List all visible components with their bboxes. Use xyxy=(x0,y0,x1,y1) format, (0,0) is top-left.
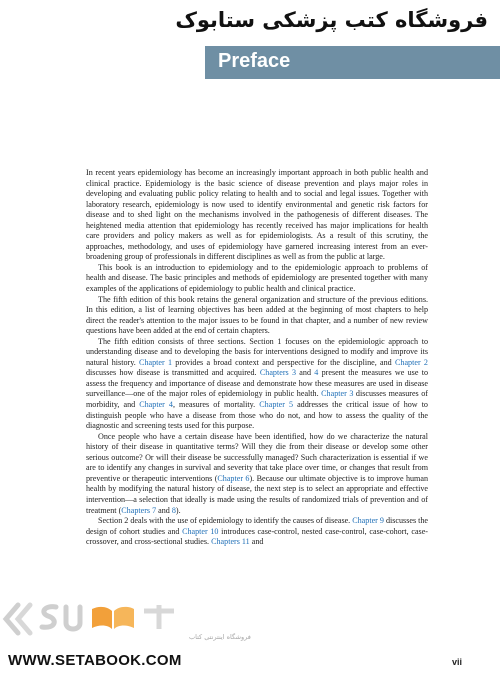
paragraph-text: addresses the critical issue of how to distinguish people who have a disease from those who do not, and how to assess the quality of the diagnostic and screening tests used for this purpose. xyxy=(86,400,428,431)
paragraph xyxy=(86,263,428,295)
preface-title: Preface xyxy=(218,50,291,72)
watermark-letters-icon xyxy=(42,607,80,629)
paragraph xyxy=(86,168,428,263)
paragraph-text: present the measures we use to assess the frequency and importance of disease and demonstrate how these measures are used in disease surveillance—one of the major roles of epidemiology in public health. xyxy=(86,368,429,399)
paragraph-text: and xyxy=(296,368,315,378)
setabook-watermark-logo xyxy=(4,599,251,645)
chapter-link[interactable]: Chapters 3 xyxy=(259,368,297,378)
chapter-link[interactable]: Chapters 7 xyxy=(121,505,157,515)
chapter-link[interactable]: Chapter 1 xyxy=(139,357,173,367)
paragraph-text: and xyxy=(156,505,172,515)
chapter-link[interactable]: Chapter 9 xyxy=(352,516,384,526)
chapter-link[interactable]: Chapter 4 xyxy=(139,400,173,410)
paragraph-text: The fifth edition of this book retains the general organization and structure of the previous editions. In this edition, a list of learning objectives has been added at the beginning of most chapters to help direct the reader's attention to the major issues to be found in that chapter, and a number of new review questions have been added at the end of certain chapters. xyxy=(86,294,428,336)
paragraph-text: This book is an introduction to epidemiology and to the epidemiologic approach to problems of health and disease. The basic principles and methods of epidemiology are presented together with many examples of the applications of epidemiology to public health and clinical practice. xyxy=(86,262,428,294)
paragraph-text: ). xyxy=(175,505,181,515)
preface-body xyxy=(86,168,428,548)
paragraph-text: discusses measures of morbidity, and xyxy=(86,389,428,410)
paragraph xyxy=(86,295,428,337)
paragraph xyxy=(86,337,428,432)
paragraph-text: introduces case-control, nested case-control, case-cohort, case-crossover, and cross-sectional studies. xyxy=(86,526,428,547)
chapter-link[interactable]: 8 xyxy=(171,505,176,515)
page-header xyxy=(0,0,500,78)
watermark-book-icon xyxy=(92,605,174,629)
paragraph-text: Section 2 deals with the use of epidemiology to identify the causes of disease. xyxy=(98,516,353,526)
chapter-link[interactable]: Chapter 5 xyxy=(259,400,294,410)
paragraph-text: The fifth edition consists of three sections. Section 1 focuses on the epidemiologic approach to understanding disease and to developing the basis for interventions designed to modify and improve its natural history. xyxy=(86,336,428,367)
page-number: vii xyxy=(452,657,463,667)
paragraph-text: In recent years epidemiology has become an increasingly important approach in both public health and clinical practice. Epidemiology is the basic science of disease prevention and plays major roles in developing and evaluating public policy relating to health and to social and legal issues. Together with laboratory research, epidemiology is now used to identify environmental and genetic risk factors for disease and to shed light on the mechanisms involved in the pathogenesis of different diseases. The heightened media attention that epidemiology has recently received has major implications for health care providers and policy makers as well as for epidemiologists. As a result of this scrutiny, the approaches, methodology, and uses of epidemiology have garnered increasing interest from an ever-broadening group of professionals in different disciplines as well as from the public at large. xyxy=(86,168,428,262)
paragraph-text: Once people who have a certain disease have been identified, how do we characterize the natural history of their disease in quantitative terms? Will they die from their disease or develop some other serious outcome? Or will their disease be successfully managed? Such characterization is essential if we are to identify any changes in survival and severity that take place over time, or changes that result from preventive or therapeutic interventions ( xyxy=(86,431,428,483)
chapter-link[interactable]: Chapter 2 xyxy=(395,357,428,367)
paragraph-text: ). Because our ultimate objective is to improve human health by modifying the natural history of disease, the next step is to select an appropriate and effective intervention—a selection that ideally is made using the results of randomized trials of prevention and of treatment ( xyxy=(86,473,428,515)
chapter-link[interactable]: Chapter 6 xyxy=(217,473,250,483)
watermark-caption: فروشگاه اینترنتی کتاب xyxy=(189,633,251,641)
paragraph-text: provides a broad context and perspective for the discipline, and xyxy=(172,357,396,367)
paragraph xyxy=(86,516,428,548)
store-title: فروشگاه کتب پزشکی ستابوک xyxy=(175,8,488,32)
paragraph-text: and xyxy=(249,537,264,547)
site-url: WWW.SETABOOK.COM xyxy=(8,652,182,669)
paragraph-text: discusses the design of cohort studies and xyxy=(86,516,429,536)
chapter-link[interactable]: Chapter 3 xyxy=(321,389,354,399)
paragraph-text: discusses how disease is transmitted and acquired. xyxy=(86,368,260,378)
chapter-link[interactable]: 4 xyxy=(314,368,319,378)
paragraph xyxy=(86,432,428,516)
chapter-link[interactable]: Chapters 11 xyxy=(211,537,250,547)
paragraph-text: , measures of mortality. xyxy=(172,400,260,410)
chapter-link[interactable]: Chapter 10 xyxy=(182,526,219,536)
watermark-chevrons-icon xyxy=(6,605,30,633)
